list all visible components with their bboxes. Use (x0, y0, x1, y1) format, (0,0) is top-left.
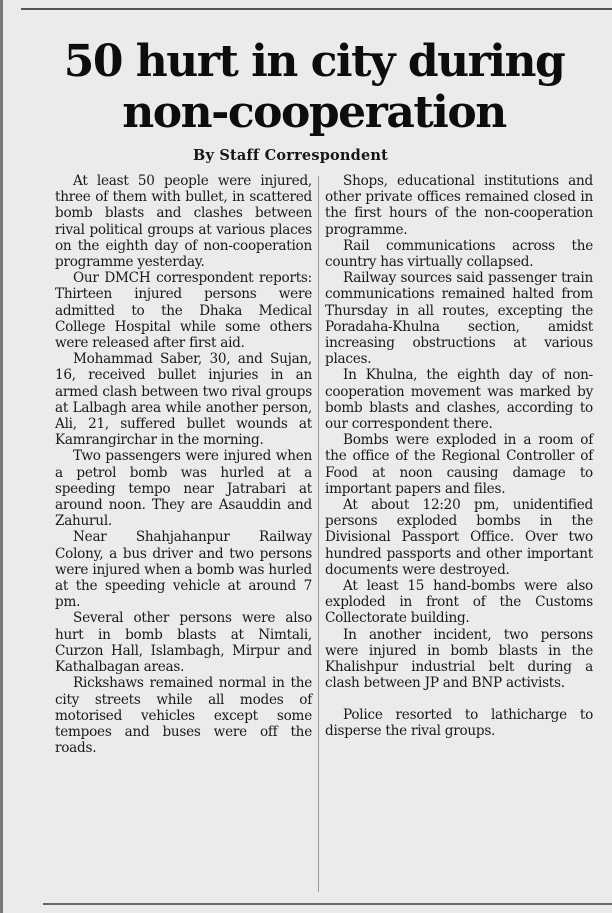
paragraph: Two passengers were injured when a petrol bomb was hurled at a speeding tempo near Jatrabari at around noon. They are Asauddin and Zahurul. (55, 448, 312, 530)
paragraph: Shops, educational institutions and other private offices remained closed in the first hours of the non-cooperation programme. (325, 173, 593, 238)
column-divider (318, 176, 319, 892)
paragraph: In Khulna, the eighth day of non-cooperation movement was marked by bomb blasts and clashes, according to our correspondent there. (325, 367, 593, 433)
paragraph: Rickshaws remained normal in the city streets while all modes of motorised vehicles except some tempoes and buses were off the roads. (55, 675, 312, 757)
paragraph: Rail communications across the country has virtually collapsed. (325, 237, 593, 271)
paragraph: At least 50 people were injured, three of them with bullet, in scattered bomb blasts and clashes between rival political groups at various places on the eighth day of non-cooperation programme yesterday. (55, 173, 312, 271)
paragraph: In another incident, two persons were injured in bomb blasts in the Khalishpur industrial belt during a clash between JP and BNP activists. (325, 626, 593, 692)
headline-line-2: non-cooperation (122, 87, 506, 138)
bottom-rule (43, 903, 612, 905)
paragraph: At about 12:20 pm, unidentified persons exploded bombs in the Divisional Passport Office. Over two hundred passports and other important documents were destroyed. (325, 497, 593, 578)
paragraph: Near Shahjahanpur Railway Colony, a bus driver and two persons were injured when a bomb was hurled at the speeding vehicle at around 7 pm. (55, 529, 312, 611)
paragraph: At least 15 hand-bombs were also exploded in front of the Customs Collectorate building. (325, 578, 593, 627)
paragraph: Railway sources said passenger train communications remained halted from Thursday in all routes, excepting the Poradaha-Khulna section, amidst increasing obstructions at various places. (325, 270, 593, 368)
paragraph: Bombs were exploded in a room of the office of the Regional Controller of Food at noon causing damage to important papers and files. (325, 432, 593, 497)
paragraph: Mohammad Saber, 30, and Sujan, 16, received bullet injuries in an armed clash between two rival groups at Lalbagh area while another person, Ali, 21, suffered bullet wounds at Kamrangirchar in the morning. (55, 351, 312, 449)
paragraph: Several other persons were also hurt in bomb blasts at Nimtali, Curzon Hall, Islambagh, Mirpur and Kathalbagan areas. (55, 610, 312, 676)
byline: By Staff Correspondent (193, 147, 389, 164)
headline-line-1: 50 hurt in city during (63, 36, 565, 87)
right-column (325, 173, 593, 739)
paragraph: Police resorted to lathicharge to disperse the rival groups. (325, 706, 593, 739)
headline (13, 36, 612, 138)
top-rule (21, 8, 612, 10)
left-column (55, 173, 312, 756)
paragraph: Our DMCH correspondent reports: Thirteen injured persons were admitted to the Dhaka Medical College Hospital while some others were released after first aid. (55, 270, 312, 352)
